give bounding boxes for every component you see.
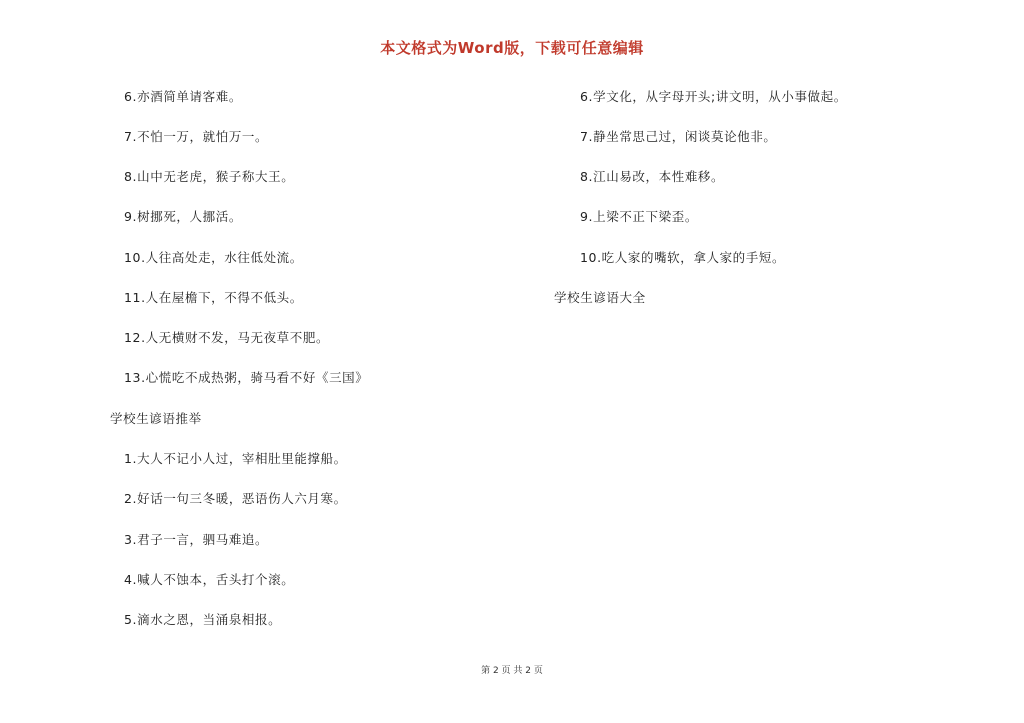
document-banner: 本文格式为Word版，下载可任意编辑	[380, 39, 644, 57]
section-heading: 学校生谚语推举	[110, 411, 202, 426]
proverb-item: 8.山中无老虎，猴子称大王。	[124, 169, 295, 184]
proverb-item: 9.树挪死，人挪活。	[124, 209, 242, 224]
proverb-item: 7.不怕一万，就怕万一。	[124, 129, 269, 144]
section-heading: 学校生谚语大全	[554, 290, 646, 305]
proverb-item: 8.江山易改，本性难移。	[580, 169, 725, 184]
proverb-item: 4.喊人不蚀本，舌头打个滚。	[124, 572, 295, 587]
proverb-item: 1.大人不记小人过，宰相肚里能撑船。	[124, 451, 347, 466]
proverb-item: 7.静坐常思己过，闲谈莫论他非。	[580, 129, 777, 144]
proverb-item: 6.学文化，从字母开头;讲文明，从小事做起。	[580, 89, 847, 104]
proverb-item: 10.人往高处走，水往低处流。	[124, 250, 303, 265]
page-number: 第 2 页 共 2 页	[481, 666, 543, 676]
proverb-item: 5.滴水之恩，当涌泉相报。	[124, 612, 282, 627]
proverb-item: 11.人在屋檐下，不得不低头。	[124, 290, 303, 305]
proverb-item: 13.心慌吃不成热粥，骑马看不好《三国》	[124, 370, 369, 385]
proverb-item: 10.吃人家的嘴软，拿人家的手短。	[580, 250, 786, 265]
proverb-item: 12.人无横财不发，马无夜草不肥。	[124, 330, 330, 345]
proverb-item: 2.好话一句三冬暖，恶语伤人六月寒。	[124, 491, 347, 506]
proverb-item: 3.君子一言，驷马难追。	[124, 532, 269, 547]
proverb-item: 9.上梁不正下梁歪。	[580, 209, 698, 224]
proverb-item: 6.亦酒简单请客难。	[124, 89, 242, 104]
